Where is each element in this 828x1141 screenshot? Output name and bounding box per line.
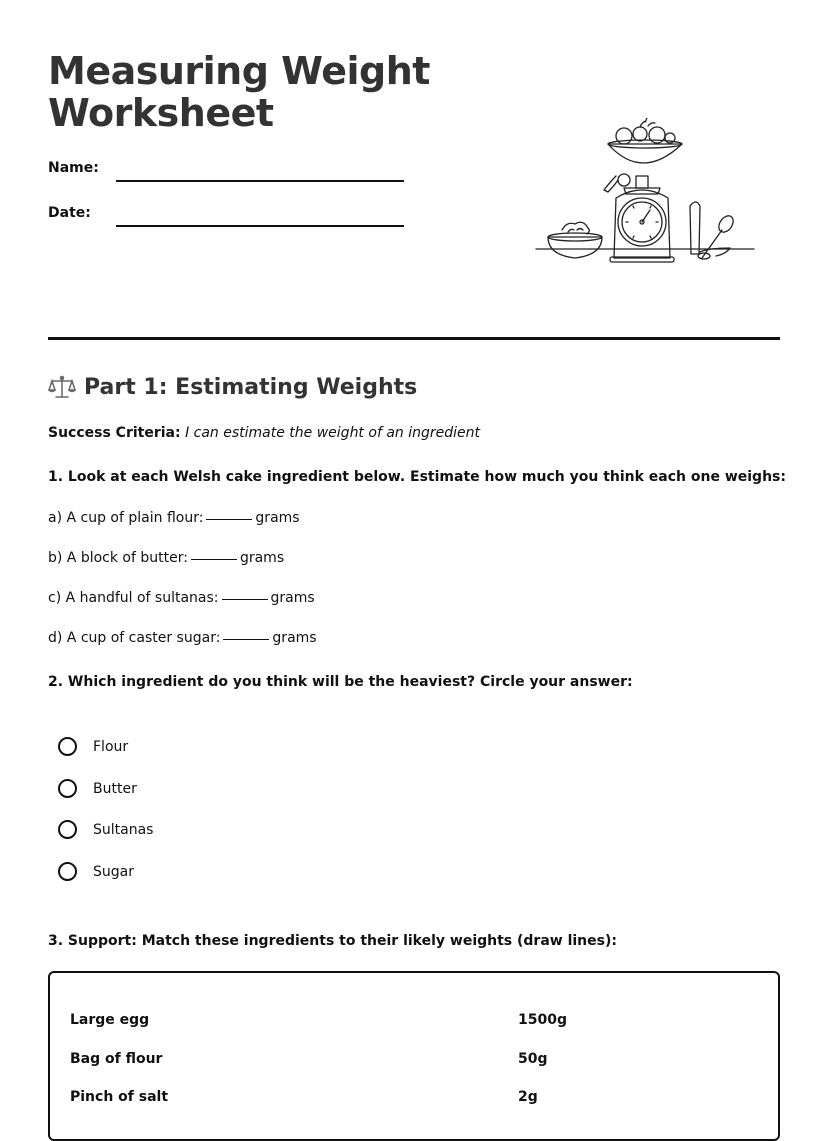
question-1: 1. Look at each Welsh cake ingredient below. Estimate how much you think each one weighs: (48, 469, 786, 485)
item-prefix: a) A cup of plain flour: (48, 510, 204, 526)
balance-scale-icon (48, 373, 76, 401)
match-left-item[interactable]: Bag of flour (70, 1051, 163, 1067)
option-butter[interactable] (58, 779, 137, 798)
part-1-heading-text: Part 1: Estimating Weights (84, 374, 418, 400)
option-flour[interactable] (58, 737, 128, 756)
answer-blank[interactable] (222, 599, 268, 600)
match-right-item[interactable]: 50g (518, 1051, 548, 1067)
item-prefix: d) A cup of caster sugar: (48, 630, 221, 646)
part-1-heading (48, 373, 417, 401)
question-1-item-a (48, 510, 300, 526)
success-criteria-text: I can estimate the weight of an ingredient (185, 425, 480, 441)
worksheet-title (48, 50, 468, 134)
option-label: Sultanas (93, 821, 154, 838)
match-left-item[interactable]: Large egg (70, 1012, 150, 1028)
match-right-item[interactable]: 1500g (518, 1012, 567, 1028)
kitchen-scale-illustration (532, 118, 760, 268)
success-criteria-label: Success Criteria: (48, 425, 181, 441)
option-label: Butter (93, 780, 137, 797)
radio-circle-icon[interactable] (58, 737, 77, 756)
item-unit: grams (255, 510, 300, 526)
section-divider (48, 337, 780, 340)
question-1-item-c (48, 590, 315, 606)
question-2: 2. Which ingredient do you think will be the heaviest? Circle your answer: (48, 674, 633, 690)
item-unit: grams (272, 630, 317, 646)
success-criteria (48, 425, 480, 441)
match-right-item[interactable]: 2g (518, 1089, 538, 1105)
item-prefix: c) A handful of sultanas: (48, 590, 219, 606)
option-sugar[interactable] (58, 862, 134, 881)
radio-circle-icon[interactable] (58, 779, 77, 798)
answer-blank[interactable] (206, 519, 252, 520)
date-field[interactable] (116, 225, 404, 227)
option-label: Flour (93, 738, 129, 755)
answer-blank[interactable] (191, 559, 237, 560)
item-unit: grams (239, 550, 285, 566)
answer-blank[interactable] (223, 639, 269, 640)
question-1-item-d (48, 630, 317, 646)
title-line-1: Measuring Weight (48, 49, 430, 93)
name-label: Name: (48, 160, 99, 176)
radio-circle-icon[interactable] (58, 862, 77, 881)
option-sultanas[interactable] (58, 820, 153, 839)
question-1-item-b (48, 550, 284, 566)
matching-box (48, 971, 780, 1141)
option-label: Sugar (93, 863, 134, 880)
title-line-2: Worksheet (48, 91, 274, 135)
name-field[interactable] (116, 180, 404, 182)
item-prefix: b) A block of butter: (48, 550, 188, 566)
question-3: 3. Support: Match these ingredients to their likely weights (draw lines): (48, 933, 617, 949)
radio-circle-icon[interactable] (58, 820, 77, 839)
date-label: Date: (48, 205, 91, 221)
match-left-item[interactable]: Pinch of salt (70, 1089, 169, 1105)
item-unit: grams (270, 590, 315, 606)
